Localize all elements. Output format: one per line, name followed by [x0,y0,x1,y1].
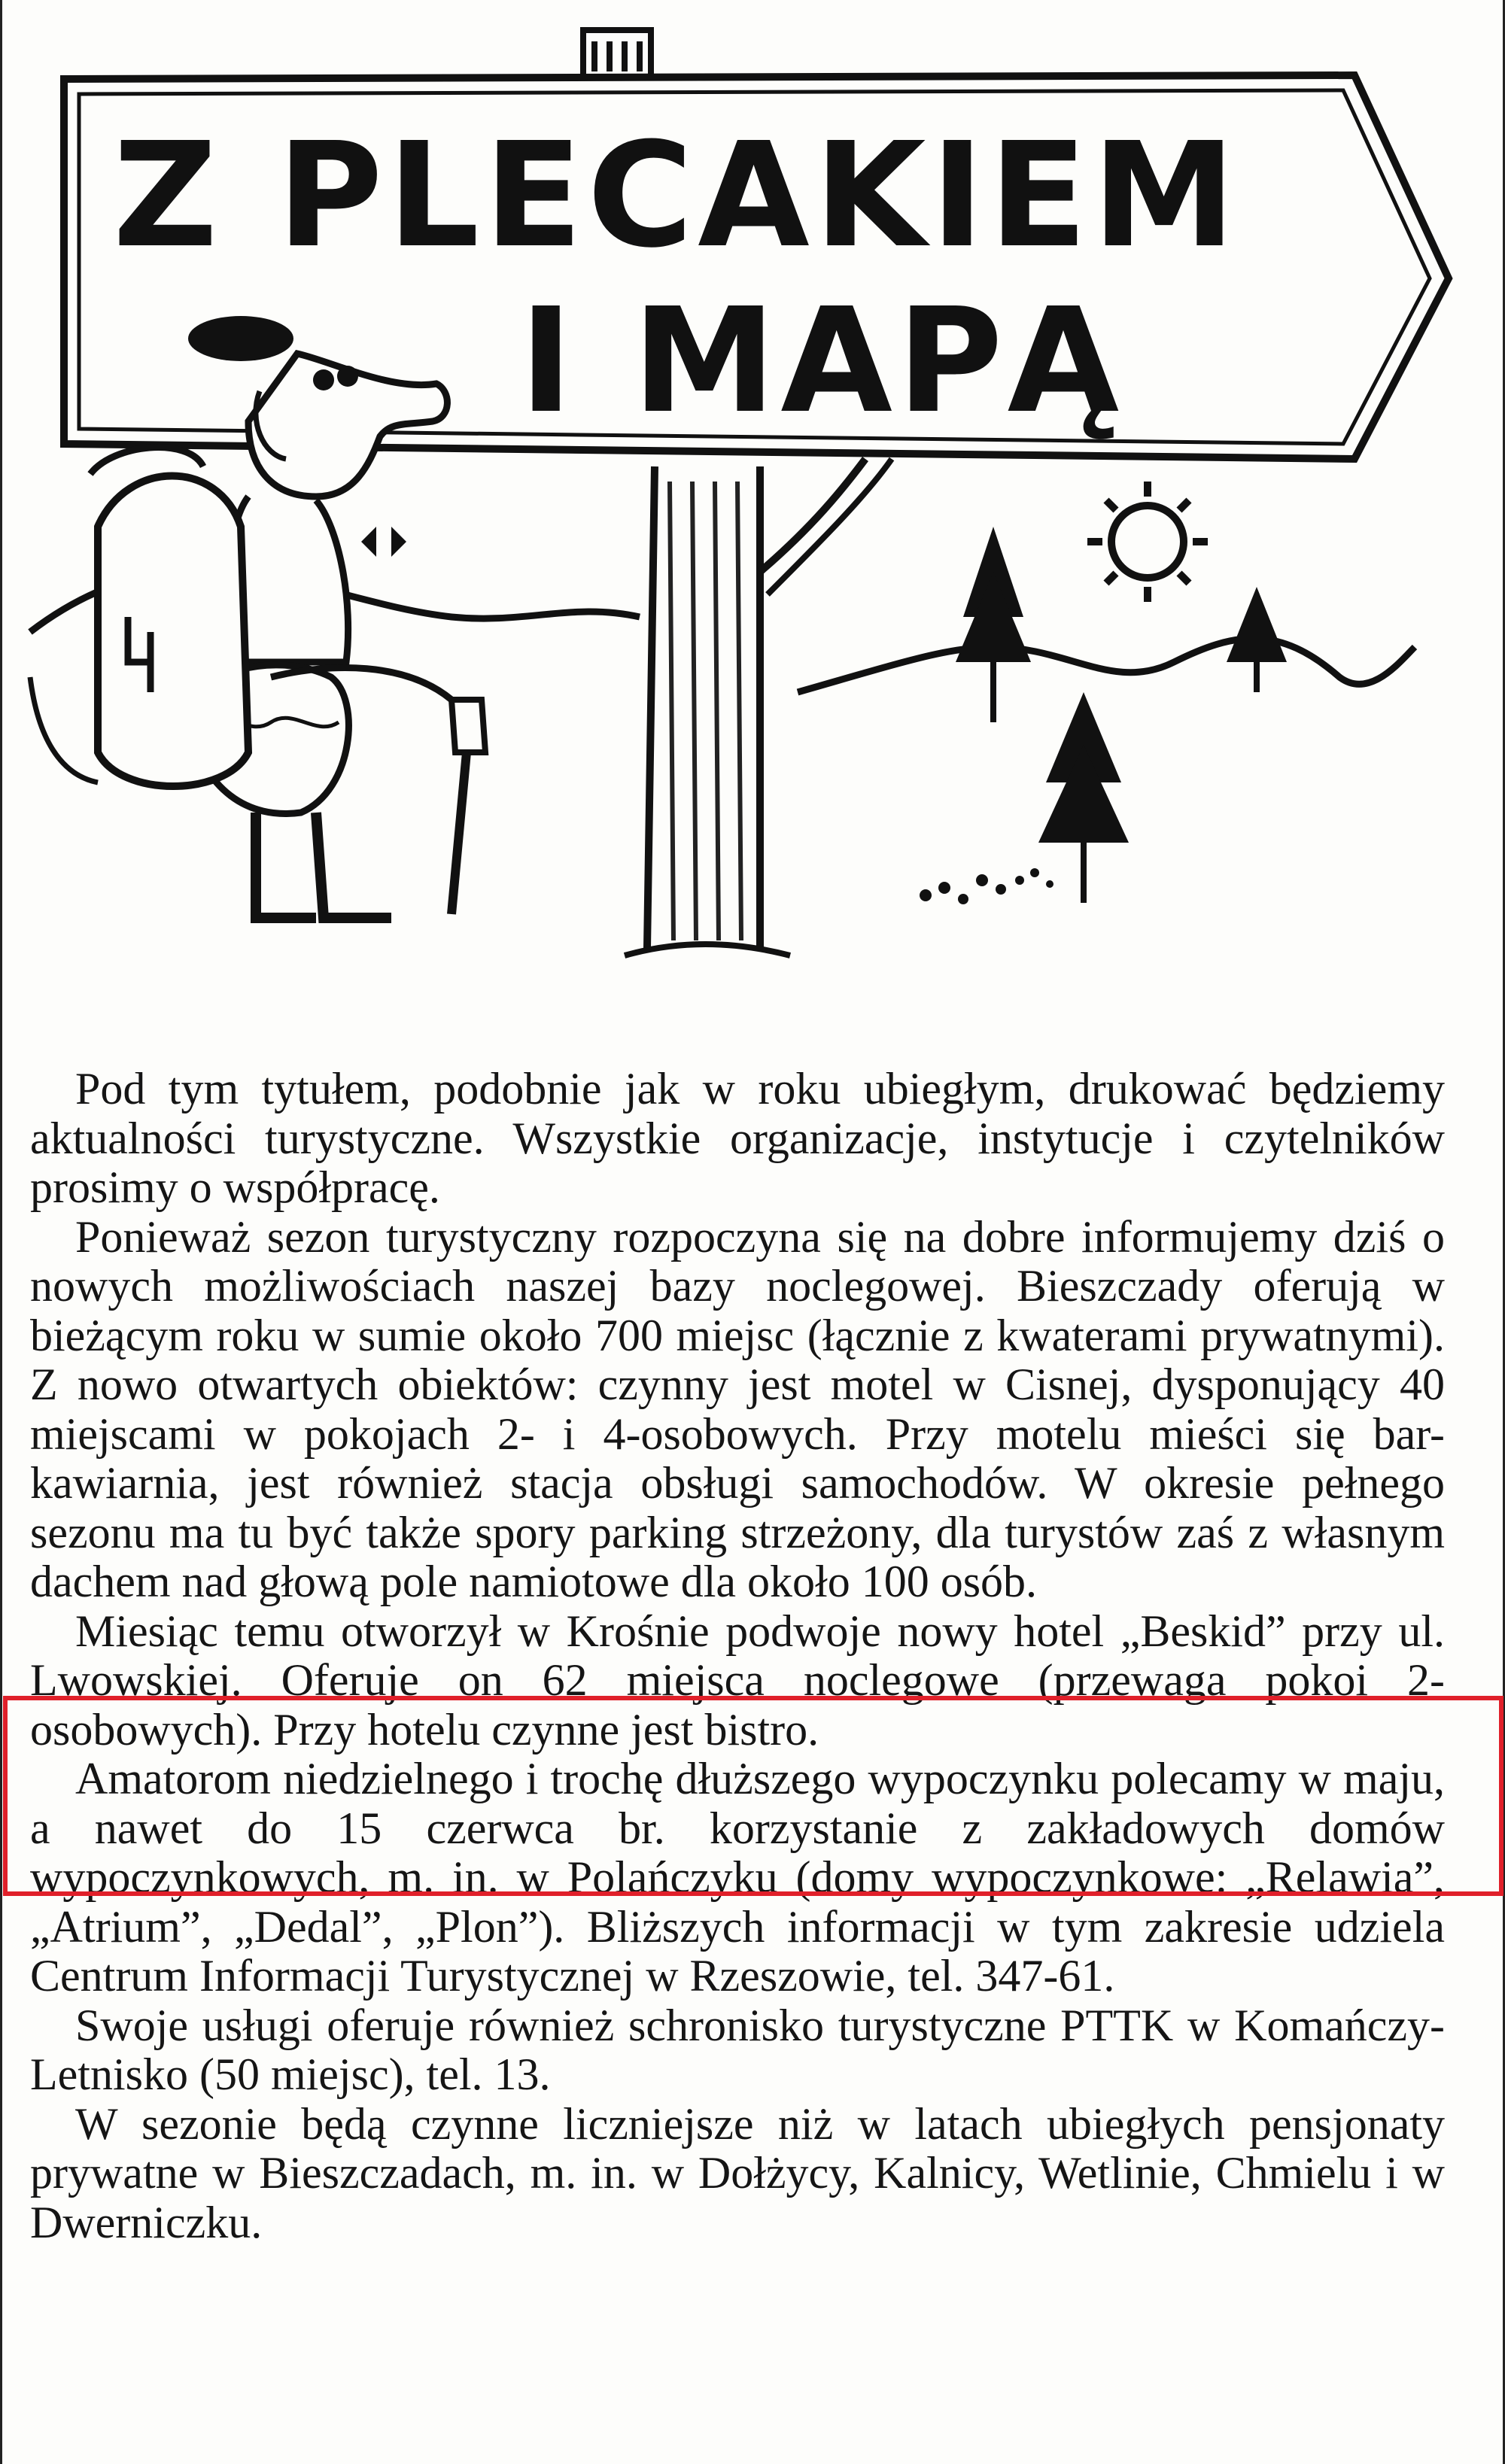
paragraph-bieszczady: Ponieważ sezon turystyczny rozpoczyna się na dobre informujemy dziś o nowych możliwościach naszej bazy noclegowej. Bieszczady oferują w bieżącym roku w sumie około 700 miejsc (łącznie z kwaterami prywatnymi). Z nowo otwartych obiektów: czynny jest motel w Cisnej, dysponujący 40 miejscami w pokojach 2- i 4-osobowych. Przy motelu mieści się bar-kawiarnia, jest również stacja obsługi samochodów. W okresie pełnego sezonu ma tu być także spory parking strzeżony, dla turystów zaś z własnym dachem nad głową pole namiotowe dla około 100 osób. [30,1211,1445,1606]
paragraph-polanczyk: Amatorom niedzielnego i trochę dłuższego wypoczynku polecamy w maju, a nawet do 15 czerwca br. korzystanie z zakładowych domów wypoczynkowych, m. in. w Polańczyku (domy wypoczynkowe: „Relawia”, „Atrium”, „Dedal”, „Plon”). Bliższych informacji w tym zakresie udziela Centrum Informacji Turystycznej w Rzeszowie, tel. 347-61. [30,1754,1445,2001]
backpack-icon [30,448,248,786]
article-body [30,1065,1445,2247]
headline-line-1: Z PLECAKIEM [113,112,1241,280]
paragraph-pensjonaty: W sezonie będą czynne liczniejsze niż w latach ubiegłych pensjonaty prywatne w Bieszczadach, m. in. w Dołżycy, Kalnicy, Wetlinie, Chmielu i w Dwerniczku. [30,2098,1445,2247]
headline-line-2: I MAPĄ [519,278,1124,445]
sun-icon [1087,482,1208,602]
tree-icon [956,527,1287,903]
paragraph-komancza: Swoje usługi oferuje również schronisko turystyczne PTTK w Komańczy-Letnisko (50 miejsc), tel. 13. [30,2000,1445,2099]
highlight-box [3,1696,1503,1896]
paragraph-intro: Pod tym tytułem, podobnie jak w roku ubiegłym, drukować będziemy aktualności turystyczne. Wszystkie organizacje, instytucje i czytelników prosimy o współpracę. [30,1064,1445,1212]
paragraph-krosno-hotel: Miesiąc temu otworzył w Krośnie podwoje nowy hotel „Beskid” przy ul. Lwowskiej. Oferuje on 62 miejsca noclegowe (przewaga pokoi 2-osobowych). Przy hotelu czynne jest bistro. [30,1606,1445,1755]
